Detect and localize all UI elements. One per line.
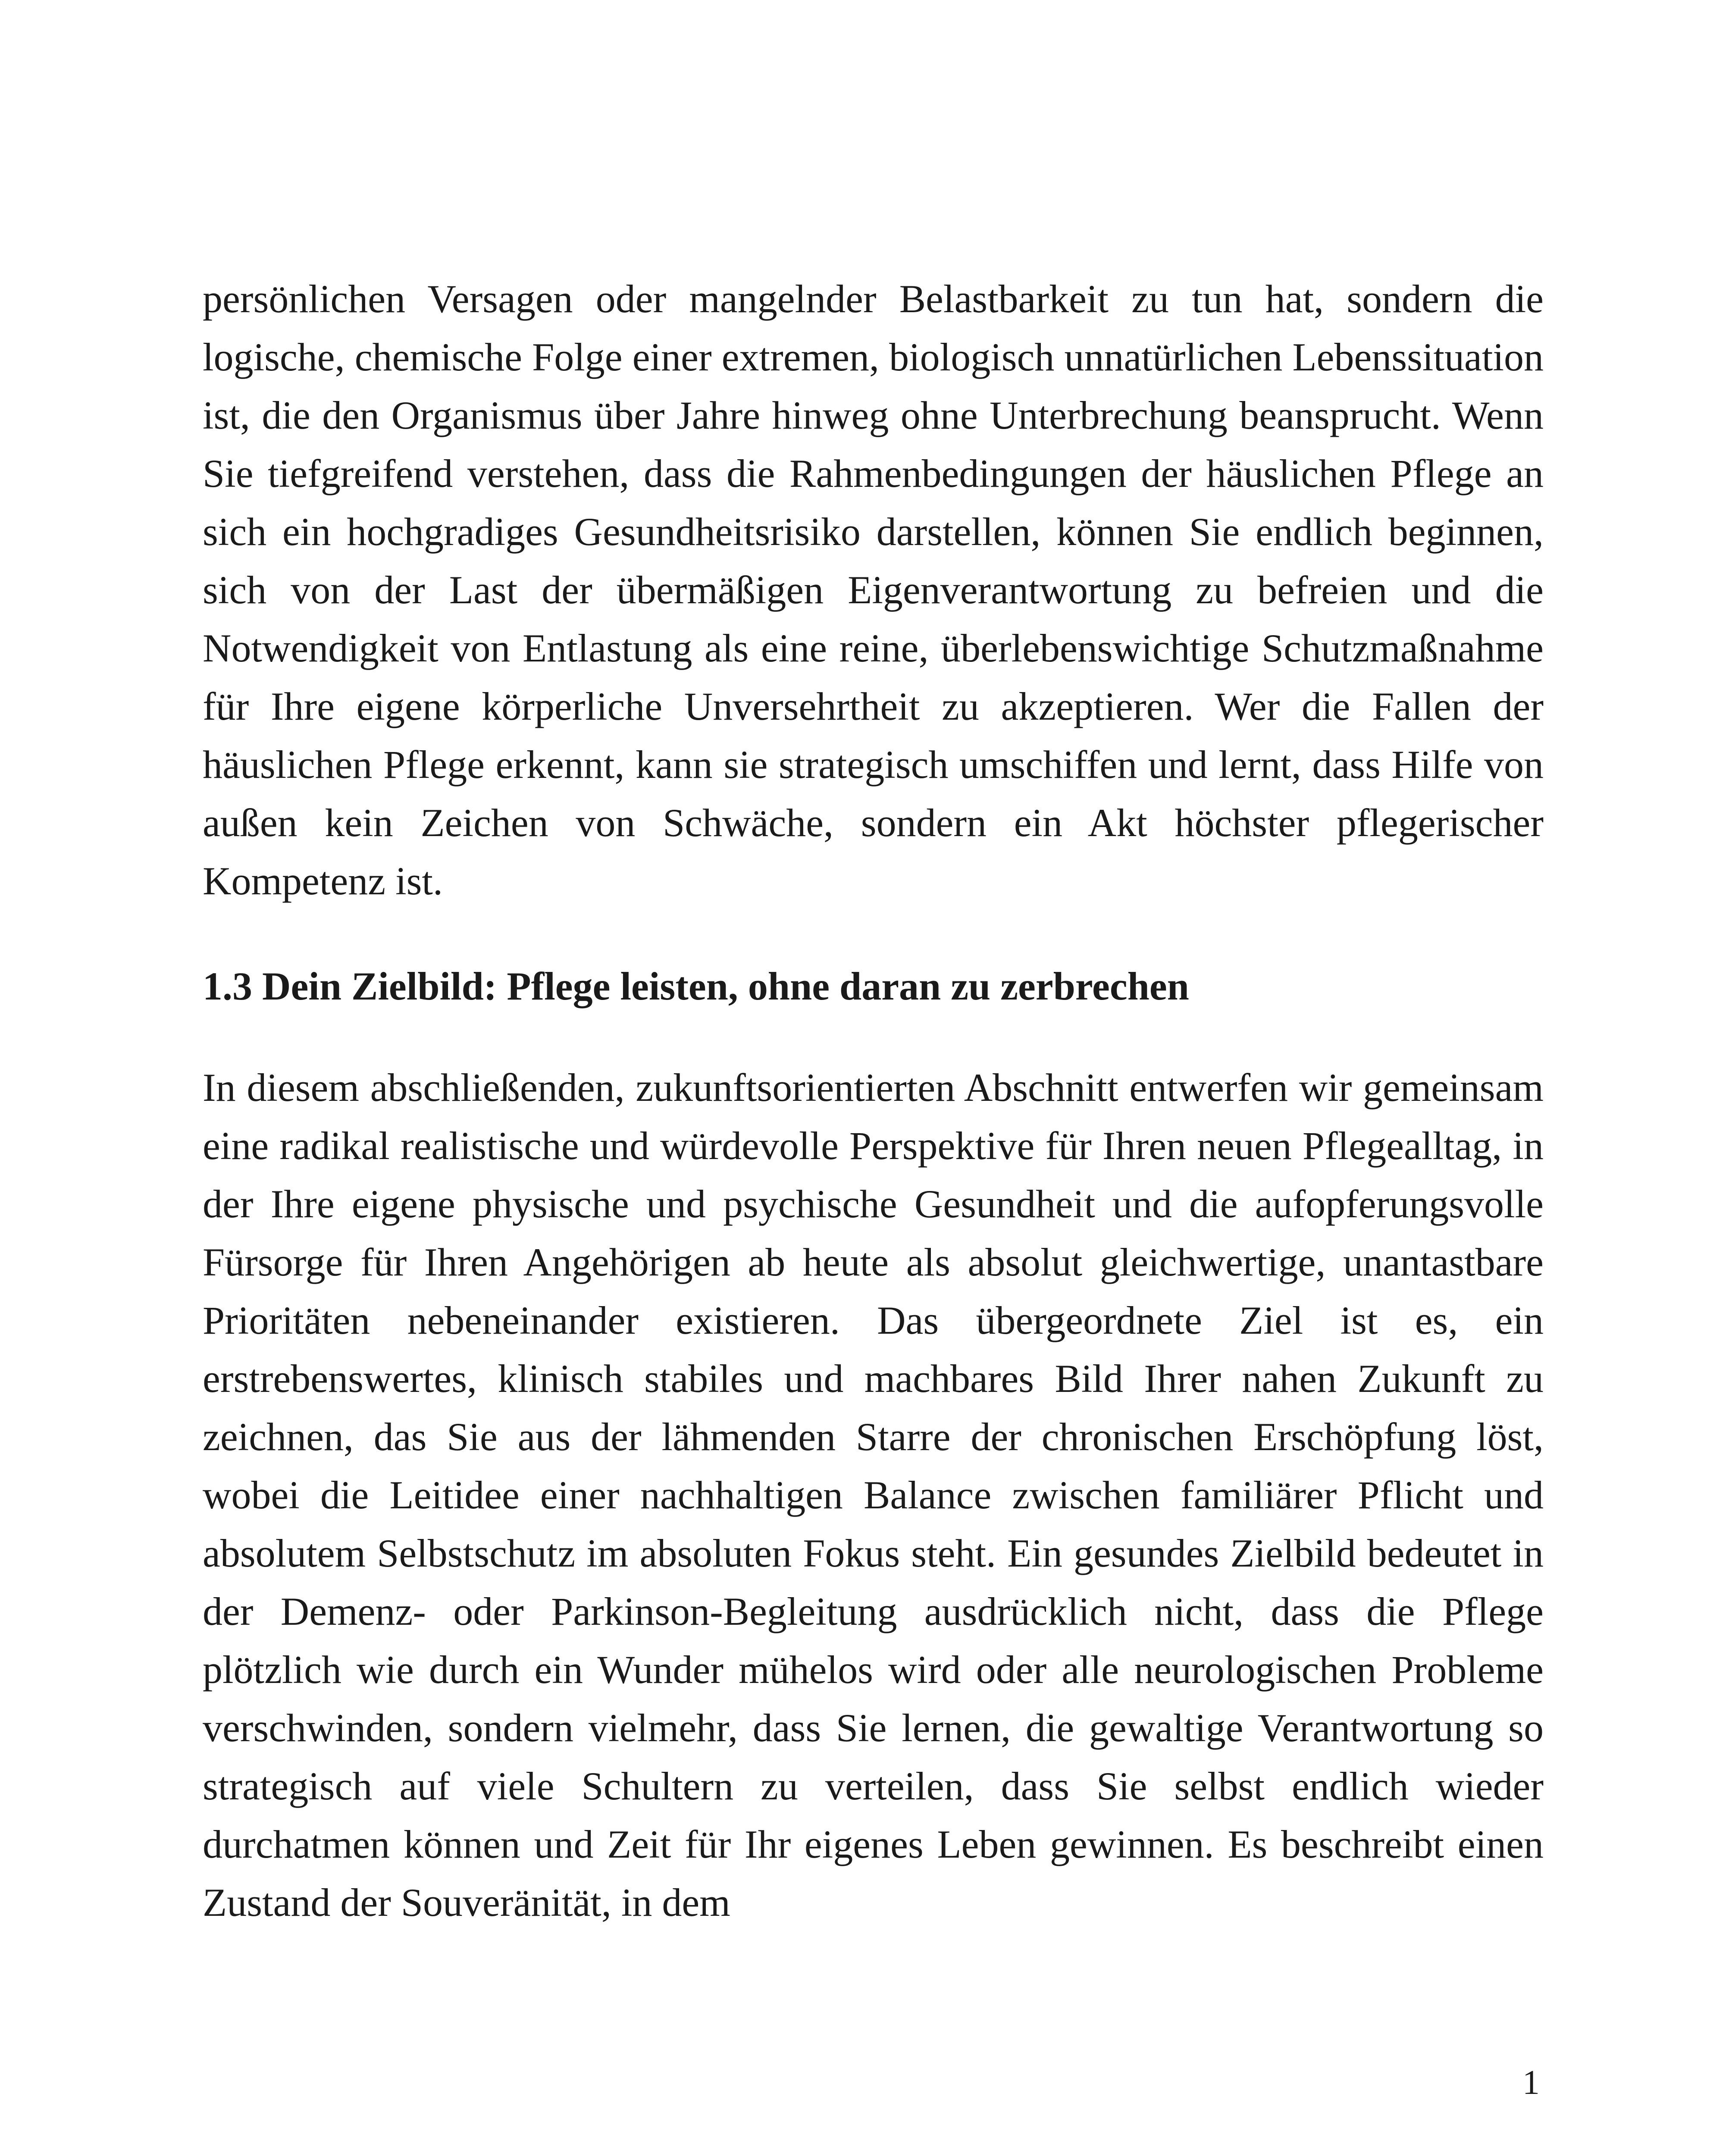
page-number: 1 <box>1522 2064 1540 2102</box>
body-paragraph: In diesem abschließenden, zukunftsorientierten Abschnitt entwerfen wir gemeinsam eine radikal realistische und würdevolle Perspektive für Ihren neuen Pflegealltag, in der Ihre eigene physische und psychische Gesundheit und die aufopferungsvolle Fürsorge für Ihren Angehörigen ab heute als absolut gleichwertige, unantastbare Prioritäten nebeneinander existieren. Das übergeordnete Ziel ist es, ein erstrebenswertes, klinisch stabiles und machbares Bild Ihrer nahen Zukunft zu zeichnen, das Sie aus der lähmenden Starre der chronischen Erschöpfung löst, wobei die Leitidee einer nachhaltigen Balance zwischen familiärer Pflicht und absolutem Selbstschutz im absoluten Fokus steht. Ein gesundes Zielbild bedeutet in der Demenz- oder Parkinson-Begleitung ausdrücklich nicht, dass die Pflege plötzlich wie durch ein Wunder mühelos wird oder alle neurologischen Probleme verschwinden, sondern vielmehr, dass Sie lernen, die gewaltige Verantwortung so strategisch auf viele Schultern zu verteilen, dass Sie selbst endlich wieder durchatmen können und Zeit für Ihr eigenes Leben gewinnen. Es beschreibt einen Zustand der Souveränität, in dem <box>203 1065 1544 1924</box>
section-heading: 1.3 Dein Zielbild: Pflege leisten, ohne daran zu zerbrechen <box>203 964 1189 1008</box>
body-paragraph: persönlichen Versagen oder mangelnder Belastbarkeit zu tun hat, sondern die logische, chemische Folge einer extremen, biologisch unnatürlichen Lebenssituation ist, die den Organismus über Jahre hinweg ohne Unterbrechung beansprucht. Wenn Sie tiefgreifend verstehen, dass die Rahmenbedingungen der häuslichen Pflege an sich ein hochgradiges Gesundheitsrisiko darstellen, können Sie endlich beginnen, sich von der Last der übermäßigen Eigenverantwortung zu befreien und die Notwendigkeit von Entlastung als eine reine, überlebenswichtige Schutzmaßnahme für Ihre eigene körperliche Unversehrtheit zu akzeptieren. Wer die Fallen der häuslichen Pflege erkennt, kann sie strategisch umschiffen und lernt, dass Hilfe von außen kein Zeichen von Schwäche, sondern ein Akt höchster pflegerischer Kompetenz ist. <box>203 277 1544 903</box>
